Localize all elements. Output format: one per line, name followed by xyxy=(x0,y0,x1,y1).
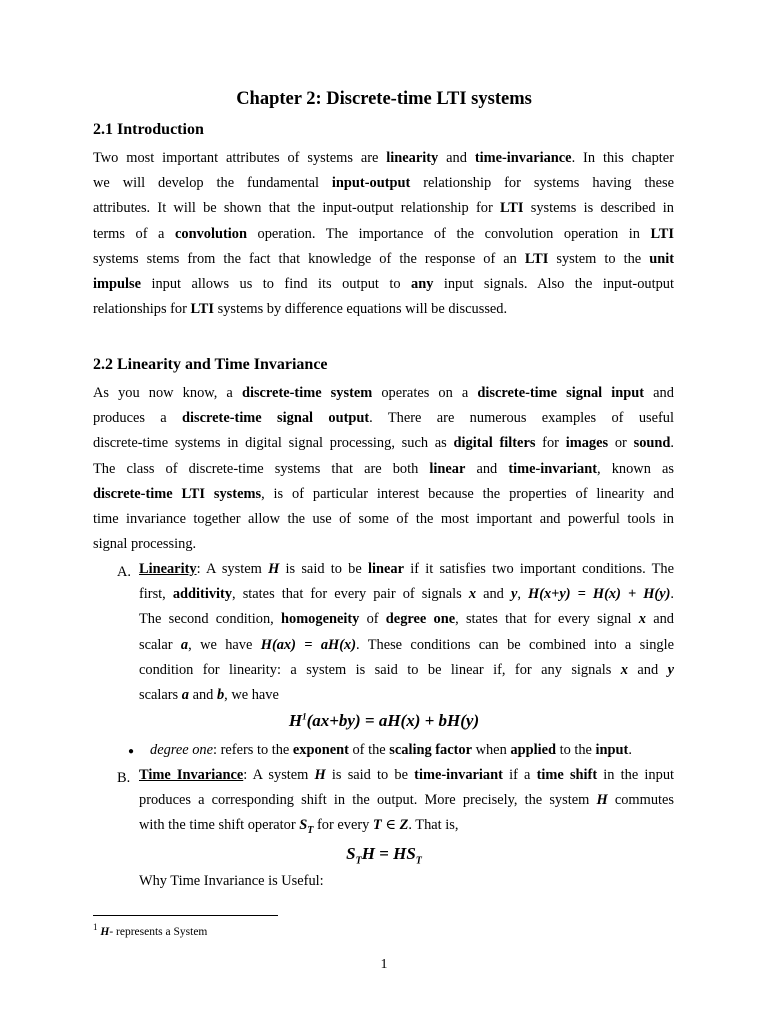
section-2-2-heading: 2.2 Linearity and Time Invariance xyxy=(93,356,328,373)
formula-s-sub: T xyxy=(355,855,362,867)
page-number: 1 xyxy=(380,957,388,972)
text-line: condition for linearity: a system is said to be linear if, for any signals x and y xyxy=(139,661,674,678)
formula-rest: (ax+by) = aH(x) + bH(y) xyxy=(306,711,480,730)
text-line: scalar a, we have H(ax) = aH(x). These conditions can be combined into a single xyxy=(139,636,675,653)
text-line: attributes. It will be shown that the input-output relationship for LTI systems is described in xyxy=(93,200,674,217)
chapter-title: Chapter 2: Discrete-time LTI systems xyxy=(236,89,532,109)
text-line: discrete-time LTI systems, is of particular interest because the properties of linearity and xyxy=(93,485,674,502)
text-line: with the time shift operator $S_T$ for every T ∈ Z. That is, xyxy=(139,817,459,837)
text-line: time invariance together allow the use of some of the most important and powerful tools in xyxy=(93,511,674,527)
formula-h: H xyxy=(288,711,303,730)
why-time-invariance-text: Why Time Invariance is Useful: xyxy=(139,873,324,889)
text-line: relationships for LTI systems by difference equations will be discussed. xyxy=(93,301,508,318)
bullet-dot-icon: ● xyxy=(128,746,135,757)
text-line: scalars a and b, we have xyxy=(139,687,279,703)
text-line: The class of discrete-time systems that are both linear and time-invariant, known as xyxy=(93,460,674,477)
formula-hs-sub: T xyxy=(415,855,422,867)
bullet-text: : refers to the exponent of the scaling factor when applied to the input. xyxy=(213,742,632,758)
item-a-marker: A. xyxy=(117,564,131,580)
footnote-mark: 1 xyxy=(93,922,98,932)
text-line: The second condition, homogeneity of degree one, states that for every signal x and xyxy=(139,611,674,628)
text-line: discrete-time systems in digital signal processing, such as digital filters for images or sound. xyxy=(93,435,675,452)
text-line: we will develop the fundamental input-output relationship for systems having these xyxy=(93,175,674,192)
text-line: systems stems from the fact that knowledge of the response of an LTI system to the unit xyxy=(93,250,675,267)
linearity-formula xyxy=(0,711,768,731)
formula-h-hs: H = HS xyxy=(361,844,416,863)
bullet-term: degree one xyxy=(150,742,213,758)
text-line: Linearity: A system H is said to be linear if it satisfies two important conditions. The xyxy=(139,561,675,577)
footnote xyxy=(93,922,207,938)
text-line: first, additivity, states that for every pair of signals x and y, H(x+y) = H(x) + H(y). xyxy=(139,586,674,603)
text-line: produces a discrete-time signal output. There are numerous examples of useful xyxy=(93,410,674,427)
footnote-divider xyxy=(93,915,278,916)
formula-s: S xyxy=(346,844,356,863)
text-line: Two most important attributes of systems are linearity and time-invariance. In this chapter xyxy=(93,150,674,166)
footnote-ref: 1 xyxy=(302,711,307,722)
text-line: impulse input allows us to find its output to any input signals. Also the input-output xyxy=(93,276,674,292)
text-line: Time Invariance: A system H is said to be time-invariant if a time shift in the input xyxy=(139,767,675,783)
bullet-degree-one xyxy=(150,738,731,763)
time-invariance-formula xyxy=(0,844,768,866)
footnote-symbol: H xyxy=(100,925,110,938)
text-line: terms of a convolution operation. The importance of the convolution operation in LTI xyxy=(93,225,674,242)
text-line: produces a corresponding shift in the output. More precisely, the system H commutes xyxy=(139,792,674,809)
text-line: signal processing. xyxy=(93,536,197,553)
text-line: As you now know, a discrete-time system operates on a discrete-time signal input and xyxy=(93,385,674,401)
item-b-marker: B. xyxy=(117,770,131,786)
footnote-text: - represents a System xyxy=(109,925,208,938)
section-2-1-heading: 2.1 Introduction xyxy=(93,121,204,138)
